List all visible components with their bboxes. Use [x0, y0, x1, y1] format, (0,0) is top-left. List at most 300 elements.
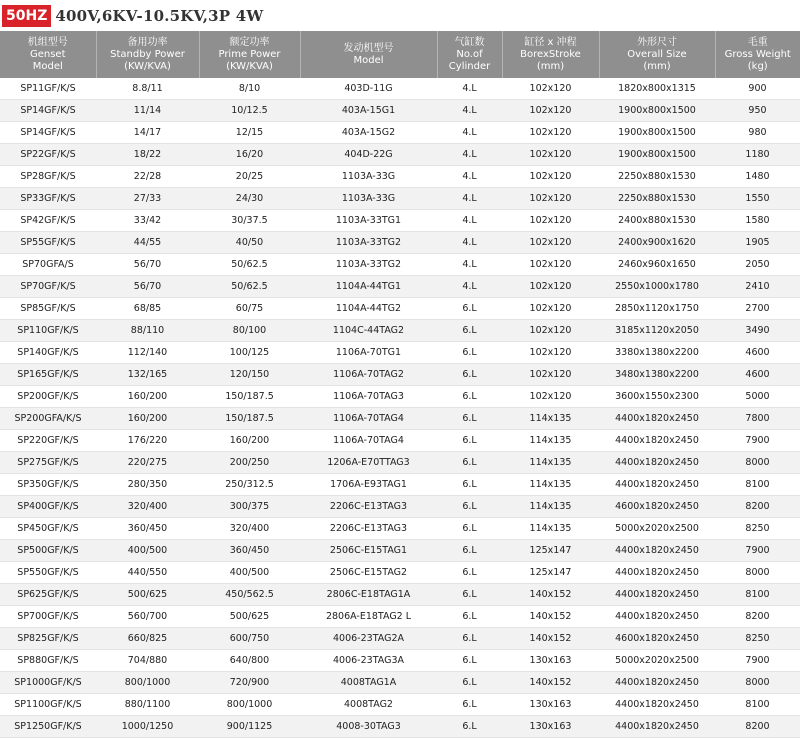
cell-overall-size: 1900x800x1500: [599, 100, 715, 122]
cell-bore-stroke: 114x135: [502, 518, 599, 540]
cell-genset-model: SP400GF/K/S: [0, 496, 96, 518]
header-row: [0, 31, 800, 78]
cell-genset-model: SP450GF/K/S: [0, 518, 96, 540]
table-row: [0, 254, 800, 276]
cell-gross-weight: 8100: [715, 694, 800, 716]
cell-bore-stroke: 102x120: [502, 320, 599, 342]
table-row: [0, 232, 800, 254]
cell-gross-weight: 8100: [715, 474, 800, 496]
table-row: [0, 518, 800, 540]
header-line: Cylinder: [448, 60, 491, 72]
cell-gross-weight: 8200: [715, 716, 800, 738]
cell-gross-weight: 1550: [715, 188, 800, 210]
cell-engine-model: 1206A-E70TTAG3: [300, 452, 437, 474]
header-line: 备用功率: [127, 36, 168, 48]
cell-cylinders: 6.L: [437, 650, 502, 672]
cell-cylinders: 4.L: [437, 144, 502, 166]
cell-overall-size: 2250x880x1530: [599, 188, 715, 210]
cell-gross-weight: 7800: [715, 408, 800, 430]
cell-bore-stroke: 102x120: [502, 342, 599, 364]
table-row: [0, 122, 800, 144]
cell-bore-stroke: 130x163: [502, 694, 599, 716]
cell-genset-model: SP880GF/K/S: [0, 650, 96, 672]
cell-overall-size: 1900x800x1500: [599, 144, 715, 166]
cell-genset-model: SP165GF/K/S: [0, 364, 96, 386]
cell-genset-model: SP700GF/K/S: [0, 606, 96, 628]
cell-bore-stroke: 140x152: [502, 672, 599, 694]
cell-cylinders: 4.L: [437, 254, 502, 276]
cell-engine-model: 4008TAG1A: [300, 672, 437, 694]
header-gross-weight: [715, 31, 800, 78]
cell-prime-power: 500/625: [199, 606, 300, 628]
cell-engine-model: 4008TAG2: [300, 694, 437, 716]
header-cylinders: [437, 31, 502, 78]
cell-engine-model: 1106A-70TAG4: [300, 430, 437, 452]
cell-standby-power: 22/28: [96, 166, 199, 188]
cell-prime-power: 900/1125: [199, 716, 300, 738]
cell-overall-size: 4400x1820x2450: [599, 430, 715, 452]
table-row: [0, 672, 800, 694]
cell-standby-power: 560/700: [96, 606, 199, 628]
cell-gross-weight: 2050: [715, 254, 800, 276]
table-row: [0, 452, 800, 474]
cell-prime-power: 160/200: [199, 430, 300, 452]
cell-overall-size: 4600x1820x2450: [599, 496, 715, 518]
cell-prime-power: 720/900: [199, 672, 300, 694]
cell-genset-model: SP22GF/K/S: [0, 144, 96, 166]
header-genset-model: [0, 31, 96, 78]
header-line: (kg): [747, 60, 768, 72]
cell-prime-power: 50/62.5: [199, 254, 300, 276]
cell-overall-size: 4400x1820x2450: [599, 452, 715, 474]
cell-cylinders: 6.L: [437, 496, 502, 518]
cell-genset-model: SP28GF/K/S: [0, 166, 96, 188]
cell-prime-power: 360/450: [199, 540, 300, 562]
cell-prime-power: 10/12.5: [199, 100, 300, 122]
cell-engine-model: 1103A-33TG1: [300, 210, 437, 232]
cell-gross-weight: 7900: [715, 650, 800, 672]
header-line: Gross Weight: [724, 48, 791, 60]
title-bar: [0, 0, 800, 31]
cell-standby-power: 88/110: [96, 320, 199, 342]
cell-bore-stroke: 140x152: [502, 584, 599, 606]
cell-engine-model: 2206C-E13TAG3: [300, 518, 437, 540]
cell-prime-power: 120/150: [199, 364, 300, 386]
cell-gross-weight: 8000: [715, 562, 800, 584]
cell-engine-model: 1103A-33TG2: [300, 254, 437, 276]
header-engine-model: [300, 31, 437, 78]
cell-gross-weight: 980: [715, 122, 800, 144]
cell-cylinders: 4.L: [437, 122, 502, 144]
cell-genset-model: SP200GF/K/S: [0, 386, 96, 408]
cell-gross-weight: 8250: [715, 518, 800, 540]
header-line: (KW/KVA): [124, 60, 171, 72]
cell-prime-power: 16/20: [199, 144, 300, 166]
cell-genset-model: SP70GF/K/S: [0, 276, 96, 298]
table-row: [0, 408, 800, 430]
cell-standby-power: 33/42: [96, 210, 199, 232]
cell-genset-model: SP1000GF/K/S: [0, 672, 96, 694]
cell-gross-weight: 1180: [715, 144, 800, 166]
cell-overall-size: 2550x1000x1780: [599, 276, 715, 298]
cell-overall-size: 2400x880x1530: [599, 210, 715, 232]
cell-overall-size: 4400x1820x2450: [599, 584, 715, 606]
cell-cylinders: 4.L: [437, 78, 502, 100]
cell-gross-weight: 2410: [715, 276, 800, 298]
cell-genset-model: SP11GF/K/S: [0, 78, 96, 100]
cell-prime-power: 100/125: [199, 342, 300, 364]
cell-overall-size: 2400x900x1620: [599, 232, 715, 254]
header-line: 机组型号: [27, 36, 68, 48]
cell-standby-power: 160/200: [96, 386, 199, 408]
cell-genset-model: SP14GF/K/S: [0, 100, 96, 122]
table-row: [0, 694, 800, 716]
table-row: [0, 386, 800, 408]
cell-overall-size: 4400x1820x2450: [599, 694, 715, 716]
cell-engine-model: 1103A-33G: [300, 166, 437, 188]
header-line: (KW/KVA): [226, 60, 273, 72]
table-row: [0, 276, 800, 298]
cell-engine-model: 403D-11G: [300, 78, 437, 100]
table-row: [0, 562, 800, 584]
cell-genset-model: SP110GF/K/S: [0, 320, 96, 342]
header-line: Overall Size: [627, 48, 687, 60]
cell-genset-model: SP550GF/K/S: [0, 562, 96, 584]
cell-cylinders: 4.L: [437, 210, 502, 232]
cell-gross-weight: 3490: [715, 320, 800, 342]
cell-standby-power: 704/880: [96, 650, 199, 672]
table-row: [0, 650, 800, 672]
cell-bore-stroke: 130x163: [502, 650, 599, 672]
cell-standby-power: 220/275: [96, 452, 199, 474]
table-row: [0, 540, 800, 562]
cell-engine-model: 1106A-70TAG4: [300, 408, 437, 430]
cell-overall-size: 3185x1120x2050: [599, 320, 715, 342]
header-line: Model: [32, 60, 63, 72]
cell-standby-power: 1000/1250: [96, 716, 199, 738]
cell-engine-model: 1106A-70TAG3: [300, 386, 437, 408]
header-line: No.of: [456, 48, 483, 60]
header-line: (mm): [643, 60, 671, 72]
cell-cylinders: 6.L: [437, 342, 502, 364]
cell-prime-power: 640/800: [199, 650, 300, 672]
table-row: [0, 166, 800, 188]
cell-cylinders: 6.L: [437, 540, 502, 562]
header-line: BorexStroke: [520, 48, 581, 60]
cell-cylinders: 6.L: [437, 474, 502, 496]
cell-standby-power: 56/70: [96, 254, 199, 276]
table-body: [0, 78, 800, 738]
cell-cylinders: 6.L: [437, 584, 502, 606]
header-line: Prime Power: [218, 48, 281, 60]
header-line: 发动机型号: [343, 42, 394, 54]
cell-cylinders: 6.L: [437, 452, 502, 474]
table-row: [0, 144, 800, 166]
cell-prime-power: 600/750: [199, 628, 300, 650]
header-line: 气缸数: [454, 36, 485, 48]
cell-genset-model: SP42GF/K/S: [0, 210, 96, 232]
header-line: 外形尺寸: [637, 36, 677, 48]
table-row: [0, 78, 800, 100]
cell-cylinders: 4.L: [437, 100, 502, 122]
cell-bore-stroke: 102x120: [502, 364, 599, 386]
cell-overall-size: 4400x1820x2450: [599, 408, 715, 430]
cell-overall-size: 2250x880x1530: [599, 166, 715, 188]
cell-overall-size: 4400x1820x2450: [599, 672, 715, 694]
cell-cylinders: 6.L: [437, 716, 502, 738]
cell-bore-stroke: 114x135: [502, 496, 599, 518]
cell-cylinders: 4.L: [437, 188, 502, 210]
cell-gross-weight: 4600: [715, 342, 800, 364]
table-row: [0, 100, 800, 122]
cell-prime-power: 400/500: [199, 562, 300, 584]
cell-prime-power: 300/375: [199, 496, 300, 518]
cell-standby-power: 112/140: [96, 342, 199, 364]
cell-gross-weight: 950: [715, 100, 800, 122]
cell-standby-power: 800/1000: [96, 672, 199, 694]
header-prime-power: [199, 31, 300, 78]
header-line: Genset: [29, 48, 66, 60]
cell-bore-stroke: 102x120: [502, 386, 599, 408]
cell-genset-model: SP350GF/K/S: [0, 474, 96, 496]
cell-engine-model: 2806A-E18TAG2 L: [300, 606, 437, 628]
cell-cylinders: 6.L: [437, 298, 502, 320]
cell-bore-stroke: 140x152: [502, 628, 599, 650]
cell-prime-power: 800/1000: [199, 694, 300, 716]
cell-overall-size: 4400x1820x2450: [599, 562, 715, 584]
cell-cylinders: 6.L: [437, 386, 502, 408]
cell-gross-weight: 1480: [715, 166, 800, 188]
cell-genset-model: SP85GF/K/S: [0, 298, 96, 320]
cell-overall-size: 4400x1820x2450: [599, 540, 715, 562]
cell-bore-stroke: 102x120: [502, 276, 599, 298]
cell-genset-model: SP200GFA/K/S: [0, 408, 96, 430]
table-row: [0, 496, 800, 518]
cell-gross-weight: 8000: [715, 452, 800, 474]
header-line: 缸径 x 冲程: [524, 36, 577, 48]
cell-engine-model: 1706A-E93TAG1: [300, 474, 437, 496]
cell-cylinders: 6.L: [437, 562, 502, 584]
cell-engine-model: 4006-23TAG3A: [300, 650, 437, 672]
cell-standby-power: 18/22: [96, 144, 199, 166]
cell-engine-model: 1106A-70TG1: [300, 342, 437, 364]
cell-engine-model: 1103A-33TG2: [300, 232, 437, 254]
cell-standby-power: 68/85: [96, 298, 199, 320]
cell-bore-stroke: 130x163: [502, 716, 599, 738]
cell-overall-size: 3380x1380x2200: [599, 342, 715, 364]
frequency-badge: 50HZ: [2, 5, 51, 27]
cell-bore-stroke: 125x147: [502, 540, 599, 562]
cell-standby-power: 11/14: [96, 100, 199, 122]
cell-bore-stroke: 102x120: [502, 144, 599, 166]
cell-overall-size: 4400x1820x2450: [599, 606, 715, 628]
cell-genset-model: SP825GF/K/S: [0, 628, 96, 650]
cell-prime-power: 450/562.5: [199, 584, 300, 606]
cell-cylinders: 4.L: [437, 166, 502, 188]
cell-cylinders: 6.L: [437, 606, 502, 628]
cell-standby-power: 500/625: [96, 584, 199, 606]
cell-genset-model: SP140GF/K/S: [0, 342, 96, 364]
header-line: 毛重: [747, 36, 768, 48]
cell-engine-model: 4008-30TAG3: [300, 716, 437, 738]
cell-gross-weight: 4600: [715, 364, 800, 386]
header-line: (mm): [536, 60, 565, 72]
table-row: [0, 716, 800, 738]
cell-standby-power: 400/500: [96, 540, 199, 562]
cell-cylinders: 6.L: [437, 320, 502, 342]
cell-standby-power: 360/450: [96, 518, 199, 540]
cell-prime-power: 150/187.5: [199, 386, 300, 408]
cell-gross-weight: 1905: [715, 232, 800, 254]
cell-gross-weight: 1580: [715, 210, 800, 232]
cell-cylinders: 6.L: [437, 518, 502, 540]
cell-prime-power: 250/312.5: [199, 474, 300, 496]
table-row: [0, 628, 800, 650]
cell-gross-weight: 8250: [715, 628, 800, 650]
table-header: [0, 31, 800, 78]
cell-gross-weight: 8000: [715, 672, 800, 694]
cell-standby-power: 880/1100: [96, 694, 199, 716]
cell-engine-model: 1104A-44TG1: [300, 276, 437, 298]
cell-genset-model: SP500GF/K/S: [0, 540, 96, 562]
cell-bore-stroke: 102x120: [502, 100, 599, 122]
cell-genset-model: SP220GF/K/S: [0, 430, 96, 452]
table-row: [0, 606, 800, 628]
cell-standby-power: 660/825: [96, 628, 199, 650]
cell-bore-stroke: 114x135: [502, 452, 599, 474]
cell-genset-model: SP55GF/K/S: [0, 232, 96, 254]
cell-gross-weight: 2700: [715, 298, 800, 320]
header-line: Standby Power: [110, 48, 185, 60]
table-row: [0, 364, 800, 386]
header-line: Model: [353, 54, 384, 66]
cell-prime-power: 80/100: [199, 320, 300, 342]
cell-genset-model: SP1100GF/K/S: [0, 694, 96, 716]
cell-engine-model: 1104C-44TAG2: [300, 320, 437, 342]
cell-standby-power: 160/200: [96, 408, 199, 430]
cell-prime-power: 50/62.5: [199, 276, 300, 298]
cell-prime-power: 24/30: [199, 188, 300, 210]
cell-standby-power: 14/17: [96, 122, 199, 144]
cell-bore-stroke: 140x152: [502, 606, 599, 628]
genset-spec-table: [0, 31, 800, 738]
cell-bore-stroke: 102x120: [502, 210, 599, 232]
cell-overall-size: 5000x2020x2500: [599, 650, 715, 672]
cell-prime-power: 320/400: [199, 518, 300, 540]
cell-overall-size: 3480x1380x2200: [599, 364, 715, 386]
cell-engine-model: 1106A-70TAG2: [300, 364, 437, 386]
table-row: [0, 298, 800, 320]
cell-bore-stroke: 114x135: [502, 430, 599, 452]
cell-cylinders: 6.L: [437, 672, 502, 694]
cell-engine-model: 2806C-E18TAG1A: [300, 584, 437, 606]
table-row: [0, 584, 800, 606]
table-row: [0, 320, 800, 342]
cell-standby-power: 440/550: [96, 562, 199, 584]
cell-bore-stroke: 102x120: [502, 122, 599, 144]
table-row: [0, 342, 800, 364]
cell-bore-stroke: 102x120: [502, 232, 599, 254]
header-bore-stroke: [502, 31, 599, 78]
cell-overall-size: 5000x2020x2500: [599, 518, 715, 540]
cell-prime-power: 150/187.5: [199, 408, 300, 430]
cell-cylinders: 6.L: [437, 430, 502, 452]
cell-genset-model: SP1250GF/K/S: [0, 716, 96, 738]
cell-standby-power: 320/400: [96, 496, 199, 518]
cell-genset-model: SP70GFA/S: [0, 254, 96, 276]
cell-overall-size: 1820x800x1315: [599, 78, 715, 100]
cell-bore-stroke: 125x147: [502, 562, 599, 584]
cell-prime-power: 60/75: [199, 298, 300, 320]
cell-prime-power: 12/15: [199, 122, 300, 144]
header-overall-size: [599, 31, 715, 78]
cell-cylinders: 6.L: [437, 364, 502, 386]
cell-overall-size: 4400x1820x2450: [599, 474, 715, 496]
cell-prime-power: 20/25: [199, 166, 300, 188]
cell-genset-model: SP625GF/K/S: [0, 584, 96, 606]
cell-prime-power: 40/50: [199, 232, 300, 254]
cell-bore-stroke: 114x135: [502, 474, 599, 496]
cell-genset-model: SP275GF/K/S: [0, 452, 96, 474]
cell-gross-weight: 8200: [715, 606, 800, 628]
cell-bore-stroke: 102x120: [502, 298, 599, 320]
cell-prime-power: 8/10: [199, 78, 300, 100]
cell-engine-model: 2506C-E15TAG1: [300, 540, 437, 562]
cell-overall-size: 4400x1820x2450: [599, 716, 715, 738]
cell-gross-weight: 7900: [715, 540, 800, 562]
cell-gross-weight: 7900: [715, 430, 800, 452]
cell-bore-stroke: 114x135: [502, 408, 599, 430]
cell-engine-model: 403A-15G1: [300, 100, 437, 122]
header-standby-power: [96, 31, 199, 78]
cell-engine-model: 1104A-44TG2: [300, 298, 437, 320]
cell-overall-size: 4600x1820x2450: [599, 628, 715, 650]
header-line: 额定功率: [229, 36, 270, 48]
cell-engine-model: 4006-23TAG2A: [300, 628, 437, 650]
cell-bore-stroke: 102x120: [502, 78, 599, 100]
cell-standby-power: 27/33: [96, 188, 199, 210]
cell-prime-power: 200/250: [199, 452, 300, 474]
cell-gross-weight: 5000: [715, 386, 800, 408]
cell-cylinders: 4.L: [437, 276, 502, 298]
cell-standby-power: 176/220: [96, 430, 199, 452]
cell-engine-model: 2206C-E13TAG3: [300, 496, 437, 518]
cell-cylinders: 4.L: [437, 232, 502, 254]
cell-cylinders: 6.L: [437, 694, 502, 716]
cell-standby-power: 280/350: [96, 474, 199, 496]
cell-standby-power: 44/55: [96, 232, 199, 254]
cell-gross-weight: 8100: [715, 584, 800, 606]
cell-gross-weight: 8200: [715, 496, 800, 518]
table-row: [0, 474, 800, 496]
cell-engine-model: 1103A-33G: [300, 188, 437, 210]
cell-gross-weight: 900: [715, 78, 800, 100]
cell-overall-size: 3600x1550x2300: [599, 386, 715, 408]
cell-prime-power: 30/37.5: [199, 210, 300, 232]
cell-standby-power: 8.8/11: [96, 78, 199, 100]
cell-cylinders: 6.L: [437, 628, 502, 650]
cell-standby-power: 56/70: [96, 276, 199, 298]
cell-genset-model: SP33GF/K/S: [0, 188, 96, 210]
cell-genset-model: SP14GF/K/S: [0, 122, 96, 144]
cell-bore-stroke: 102x120: [502, 188, 599, 210]
table-row: [0, 430, 800, 452]
cell-overall-size: 2460x960x1650: [599, 254, 715, 276]
cell-overall-size: 1900x800x1500: [599, 122, 715, 144]
cell-cylinders: 6.L: [437, 408, 502, 430]
cell-bore-stroke: 102x120: [502, 254, 599, 276]
table-row: [0, 210, 800, 232]
